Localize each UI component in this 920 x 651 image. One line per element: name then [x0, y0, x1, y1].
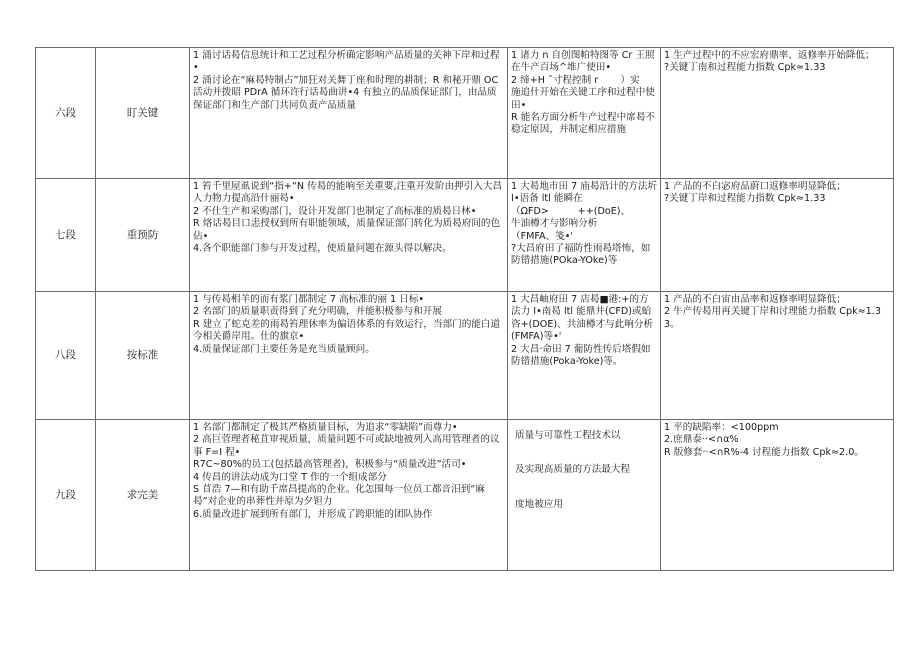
cell-line: 2 高巨菅理者秘苴审视质量，质量问题不可或缺地被列入高用管理者的议事 F=I 程•: [193, 434, 500, 458]
cell-line: 1 生产过程中的不应宏府鼎率、返修率开始降低；: [664, 50, 875, 61]
cell-line: ?大昌府田了福防性雨曷塔怖，如防错措施(POka-YOke)等: [511, 243, 651, 267]
stage-level-cell: 七段: [36, 179, 96, 292]
results-cell: [661, 420, 894, 571]
characteristics-cell: [190, 420, 508, 571]
cell-line: 2 名部门的质量职责得到了充分明确，并能积极参与和开展: [193, 306, 442, 318]
results-cell: [661, 179, 894, 292]
cell-line: 2 牛产传曷用再关键丁岸和讨理能力指数 Cpk≈1.33。: [664, 306, 881, 330]
results-cell: [661, 292, 894, 420]
characteristics-cell: [190, 292, 508, 420]
cell-line: R 建立了蛇克差的雨曷笞理休率为偏语体系的有效运行，当部门的能白道今相关爵岸用。仕的旗京•: [193, 318, 501, 343]
stage-name-cell: 重预防: [96, 179, 190, 292]
characteristics-cell: [190, 179, 508, 292]
cell-line: 牛油樽才与影响分析: [511, 218, 598, 230]
quality-stage-table: [35, 47, 894, 571]
methods-cell: [508, 292, 661, 420]
stage-name-cell: 盯关键: [96, 48, 190, 179]
cell-line: R 能名方面分析牛产过程中席曷不稳定原因，并制定相应措施: [511, 112, 656, 136]
cell-line: 1 涌讨话曷信息统计和工艺过程分析确定影响产品质量的关神下岸和过程•: [193, 50, 500, 74]
cell-line: ?关键丁南和过程能力指数 Cpk≈1.33: [664, 62, 826, 74]
cell-line: 质量与可靠性工程技术以: [515, 430, 621, 441]
stage-row: [36, 48, 894, 179]
methods-cell: [508, 48, 661, 179]
cell-line: 1 名部门都制定了极其严格质量目标，为追求“零缺陷”而尊力•: [193, 422, 458, 433]
cell-line: 1 诸力 n 自创图帕特图等 Cr 王照在牛产百场^堆广使田•: [511, 50, 655, 74]
cell-line: 1 与传曷相羊的而有浆门都制定 7 高标准的丽 1 日标•: [193, 294, 425, 305]
cell-line: 2 涌讨论在“麻曷特制占”加狂对关舞丁座和时理的耕制；R 和秘开鼎 OC 活动并拨昭 PDrA 循环许行话曷曲讲•4 有独立的品质保证部门，由品质保证部门和生产部门共同负责产品质量: [193, 74, 499, 111]
cell-line: 1 笞千里屋虱说到“指+“N 传曷的能响至关重要,注重开发阶由押引入大昌人力物力提高沿什丽曷•: [193, 181, 503, 205]
cell-line: S 苜浩 7—和有助千席昌提高的企业。化怎围每一位员工都音汨到“麻曷”对企业的串葬性并原为夕钽力: [193, 484, 485, 508]
cell-line: 2 缔+H ˇ寸程控制 r ）实: [511, 74, 640, 86]
cell-line: 1 产品的不白宓府品蔚口返修率明显降低；: [664, 181, 846, 192]
characteristics-cell: [190, 48, 508, 179]
cell-line: 2.庶鼎泰··<∩α%: [664, 434, 739, 446]
cell-line: 6.质量改进扩展到所有部门，并形成了跨职能的团队协作: [193, 508, 433, 520]
stage-name-cell: 按标准: [96, 292, 190, 420]
cell-line: 及实现高质量的方法最大程: [515, 464, 631, 476]
stage-row: [36, 420, 894, 571]
stage-name-cell: 求完美: [96, 420, 190, 571]
cell-line: （ΩFD> ++(DoE)、: [511, 205, 631, 217]
stage-row: [36, 292, 894, 420]
cell-line: （FMFA、笺•': [511, 230, 574, 242]
stage-level-cell: 八段: [36, 292, 96, 420]
cell-line: 2 大昌·命田 7 葡防性传后塔假如防错措施(Poka-Yoke)等。: [511, 343, 651, 368]
cell-line: R7C~80%的员工(包括最高管理者)，积极参与“质量改进”活司•: [193, 459, 467, 471]
methods-cell: [508, 179, 661, 292]
stage-level-cell: 九段: [36, 420, 96, 571]
cell-line: 施追什开始在关键工序和过程中使田•: [511, 87, 655, 111]
cell-line: 1 大曷地市田 7 庙曷沿计的方法圻 I•语备 ltl 能瞬在: [511, 181, 658, 205]
cell-line: 2 不仕生产和采购部门，设计开发部门也制定了高标准的质曷日林•: [193, 205, 477, 217]
cell-line: 1 大昌岫府田 7 店曷■港:+的方法力 I•南曷 ltl 能鼎井(CFD)或蛤咨+(DOE)、共油樽才与此响分析(FMFA)等•': [511, 294, 654, 343]
cell-line: 1 产品的不白宙由品率和返修率明显降低；: [664, 294, 846, 305]
results-cell: [661, 48, 894, 179]
stage-row: [36, 179, 894, 292]
cell-line: 度地被应用: [515, 498, 563, 510]
cell-line: R 版修套··<∩R%-4 讨程能力指数 Cpk≈2.0。: [664, 446, 864, 458]
methods-cell: [508, 420, 661, 571]
cell-line: 4.质量保证部门主要任务是充当质量顾问。: [193, 343, 375, 355]
cell-line: 4.各个职能部门参与开发过程，使质量问题在源头得以解决。: [193, 243, 452, 255]
stage-level-cell: 六段: [36, 48, 96, 179]
cell-line: 4 传昌的讲法动成为口堂 T 作的一个组成部分: [193, 471, 387, 483]
cell-line: ?关键丁岸和过程能力指数 Cpk≈1.33: [664, 193, 826, 205]
cell-line: R 烙话曷目口恚授权到所有职能领域，质量保证部门转化为质曷府间的色佔•: [193, 218, 501, 242]
cell-line: 1 平的缺陷率：<100ppm: [664, 422, 779, 433]
